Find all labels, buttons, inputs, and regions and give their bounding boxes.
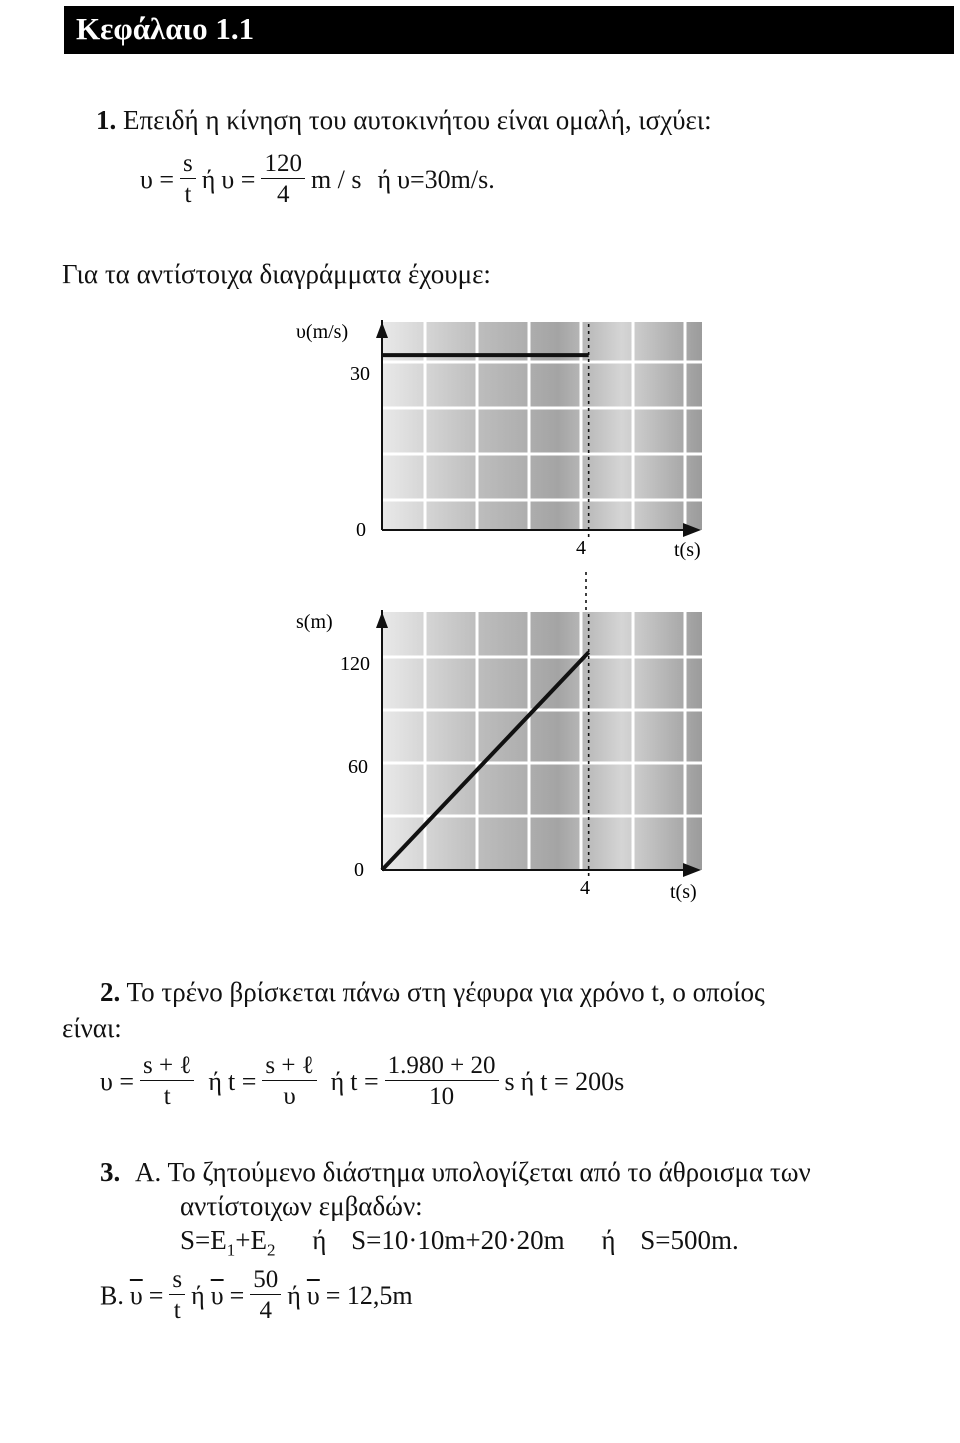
problem-1-number: 1. (96, 105, 117, 135)
velocity-time-chart (296, 312, 730, 572)
eq-lhs: υ = (140, 164, 175, 194)
x-tick-label-4: 4 (576, 537, 586, 559)
fraction-s-over-t: $\frac{s}{t}$ (169, 1266, 185, 1325)
eq-lhs: t = (227, 1066, 257, 1096)
or-word: ή (312, 1225, 327, 1255)
fraction-numeric: $\frac{1.980 + 20}{10}$ (385, 1052, 499, 1111)
chapter-header-bar (64, 6, 954, 54)
part-a-text-line2: αντίστοιχων εμβαδών: (180, 1191, 423, 1221)
plot-background (382, 612, 702, 870)
part-a-equation: $S=E_1+E_2$ ή S=10·10m+20·20m ή S=500m. (180, 1225, 739, 1260)
fraction-120-over-4: $\frac{120}{4}$ (261, 150, 305, 209)
problem-3-part-a (100, 1156, 811, 1188)
y-tick-label-60: 60 (348, 756, 368, 778)
eq-result: υ=30m/s. (397, 164, 495, 194)
or-word: ή (208, 1066, 222, 1096)
or-word: ή (287, 1280, 301, 1310)
eq-result: = 12,5m (325, 1280, 413, 1310)
eq-result: t = 200s (540, 1066, 625, 1096)
y-tick-label-0: 0 (354, 859, 364, 881)
x-axis-label: t(s) (670, 881, 697, 903)
mean-velocity-symbol: $\overline{\upsilon}$ (129, 1280, 143, 1310)
or-word: ή (520, 1066, 535, 1096)
or-word: ή (377, 164, 392, 194)
displacement-time-chart (296, 602, 730, 912)
or-word: ή (330, 1066, 345, 1096)
y-tick-label-30: 30 (350, 363, 370, 385)
eq-lhs: υ = (100, 1066, 135, 1096)
mean-velocity-symbol: $\overline{\upsilon}$ (306, 1280, 320, 1310)
y-tick-label-120: 120 (340, 653, 370, 675)
part-b-equation: Β. $\overline{\upsilon}$ = $\frac{s}{t}$ ή $\overline{\upsilon}$ = $\frac{50}{4}$ ή $\overline{\upsilon}$ = 12,5m (100, 1266, 413, 1324)
diagrams-intro: Για τα αντίστοιχα διαγράμματα έχουμε: (62, 259, 491, 289)
or-word: ή (601, 1225, 616, 1255)
y-axis-label: s(m) (296, 611, 333, 633)
fraction-s-over-t: $\frac{s}{t}$ (180, 150, 196, 209)
part-a-label: Α. (135, 1157, 162, 1187)
fraction-50-over-4: $\frac{50}{4}$ (250, 1266, 281, 1325)
unit: m / s (310, 164, 362, 194)
or-word: ή (191, 1280, 205, 1310)
problem-2-text-line1: Το τρένο βρίσκεται πάνω στη γέφυρα για χρόνο t, ο οποίος (126, 977, 765, 1007)
problem-2-number: 2. (100, 977, 121, 1007)
problem-1-statement (96, 104, 712, 136)
fraction-s-plus-l-over-v: $\frac{\text{s + ℓ}}{\upsilon}$ (262, 1052, 316, 1111)
problem-3-number: 3. (100, 1157, 121, 1187)
fraction-s-plus-l-over-t: $\frac{\text{s + ℓ}}{t}$ (140, 1052, 194, 1111)
part-b-label: Β. (100, 1280, 124, 1310)
x-axis-label: t(s) (674, 539, 701, 561)
y-tick-label-0: 0 (356, 519, 366, 541)
y-axis-label: υ(m/s) (296, 321, 349, 343)
or-word: ή (201, 164, 216, 194)
part-a-text-line1: Το ζητούμενο διάστημα υπολογίζεται από το άθροισμα των (167, 1157, 811, 1187)
mean-velocity-symbol: $\overline{\upsilon}$ (210, 1280, 224, 1310)
problem-1-equation (140, 150, 495, 209)
problem-2-text-line2: είναι: (62, 1013, 122, 1043)
problem-2-statement (100, 976, 765, 1008)
chapter-title: Κεφάλαιο 1.1 (76, 11, 255, 46)
eq-lhs: t = (350, 1066, 379, 1096)
unit: s (504, 1066, 515, 1096)
eq-lhs: υ = (221, 164, 256, 194)
x-tick-label-4: 4 (580, 877, 590, 899)
problem-1-text: Επειδή η κίνηση του αυτοκινήτου είναι ομαλή, ισχύει: (123, 105, 712, 135)
problem-2-equation (100, 1052, 624, 1111)
